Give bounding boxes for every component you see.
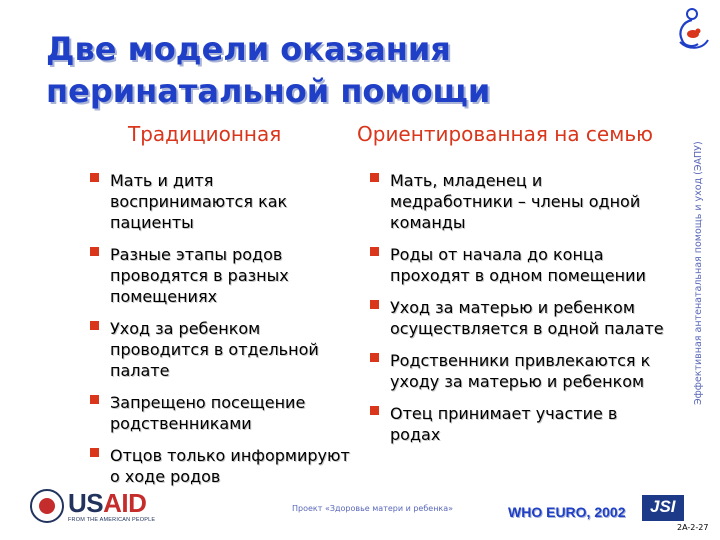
column-heading-traditional: Традиционная (128, 122, 282, 146)
bullet-square-icon (90, 247, 99, 256)
list-item-text: Родственники привлекаются к уходу за матерью и ребенком (390, 351, 651, 391)
column-heading-family-centered: Ориентированная на семью (357, 122, 653, 146)
bullet-square-icon (370, 247, 379, 256)
vertical-course-title: Эффективная антенатальная помощь и уход (ЭАПУ) (693, 141, 704, 405)
list-item (90, 392, 350, 434)
list-item-text: Отец принимает участие в родах (390, 404, 618, 444)
jsi-logo (642, 495, 684, 521)
usaid-logo (30, 488, 156, 529)
bullet-square-icon (90, 321, 99, 330)
list-item-text: Запрещено посещение родственниками (110, 393, 306, 433)
slide-title: Две модели оказания перинатальной помощи (46, 30, 491, 110)
family-centered-list (370, 170, 670, 456)
bullet-square-icon (90, 173, 99, 182)
list-item-text: Уход за матерью и ребенком осуществляется в одной палате (390, 298, 664, 338)
jsi-wordmark: JSI (650, 497, 676, 516)
slide-number: 2A-2-27 (677, 523, 709, 532)
traditional-list (90, 170, 350, 498)
list-item-text: Мать, младенец и медработники – члены одной команды (390, 171, 641, 232)
list-item (370, 244, 670, 286)
source-credit: WHO EURO, 2002 (508, 504, 626, 520)
list-item (370, 170, 670, 233)
bullet-square-icon (370, 300, 379, 309)
list-item-text: Уход за ребенком проводится в отдельной палате (110, 319, 319, 380)
list-item (370, 350, 670, 392)
project-name: Проект «Здоровье матери и ребенка» (292, 504, 454, 513)
bullet-square-icon (90, 395, 99, 404)
usaid-wordmark: USAID (68, 488, 147, 518)
mother-child-logo-icon (662, 6, 712, 54)
usaid-tagline: FROM THE AMERICAN PEOPLE (68, 517, 156, 523)
list-item (90, 244, 350, 307)
list-item-text: Мать и дитя воспринимаются как пациенты (110, 171, 288, 232)
list-item (370, 297, 670, 339)
bullet-square-icon (90, 448, 99, 457)
list-item (90, 318, 350, 381)
list-item (370, 403, 670, 445)
list-item (90, 170, 350, 233)
list-item (90, 445, 350, 487)
list-item-text: Разные этапы родов проводятся в разных помещениях (110, 245, 289, 306)
bullet-square-icon (370, 353, 379, 362)
usaid-seal-icon (30, 489, 64, 523)
bullet-square-icon (370, 406, 379, 415)
list-item-text: Отцов только информируют о ходе родов (110, 446, 350, 486)
bullet-square-icon (370, 173, 379, 182)
list-item-text: Роды от начала до конца проходят в одном помещении (390, 245, 646, 285)
